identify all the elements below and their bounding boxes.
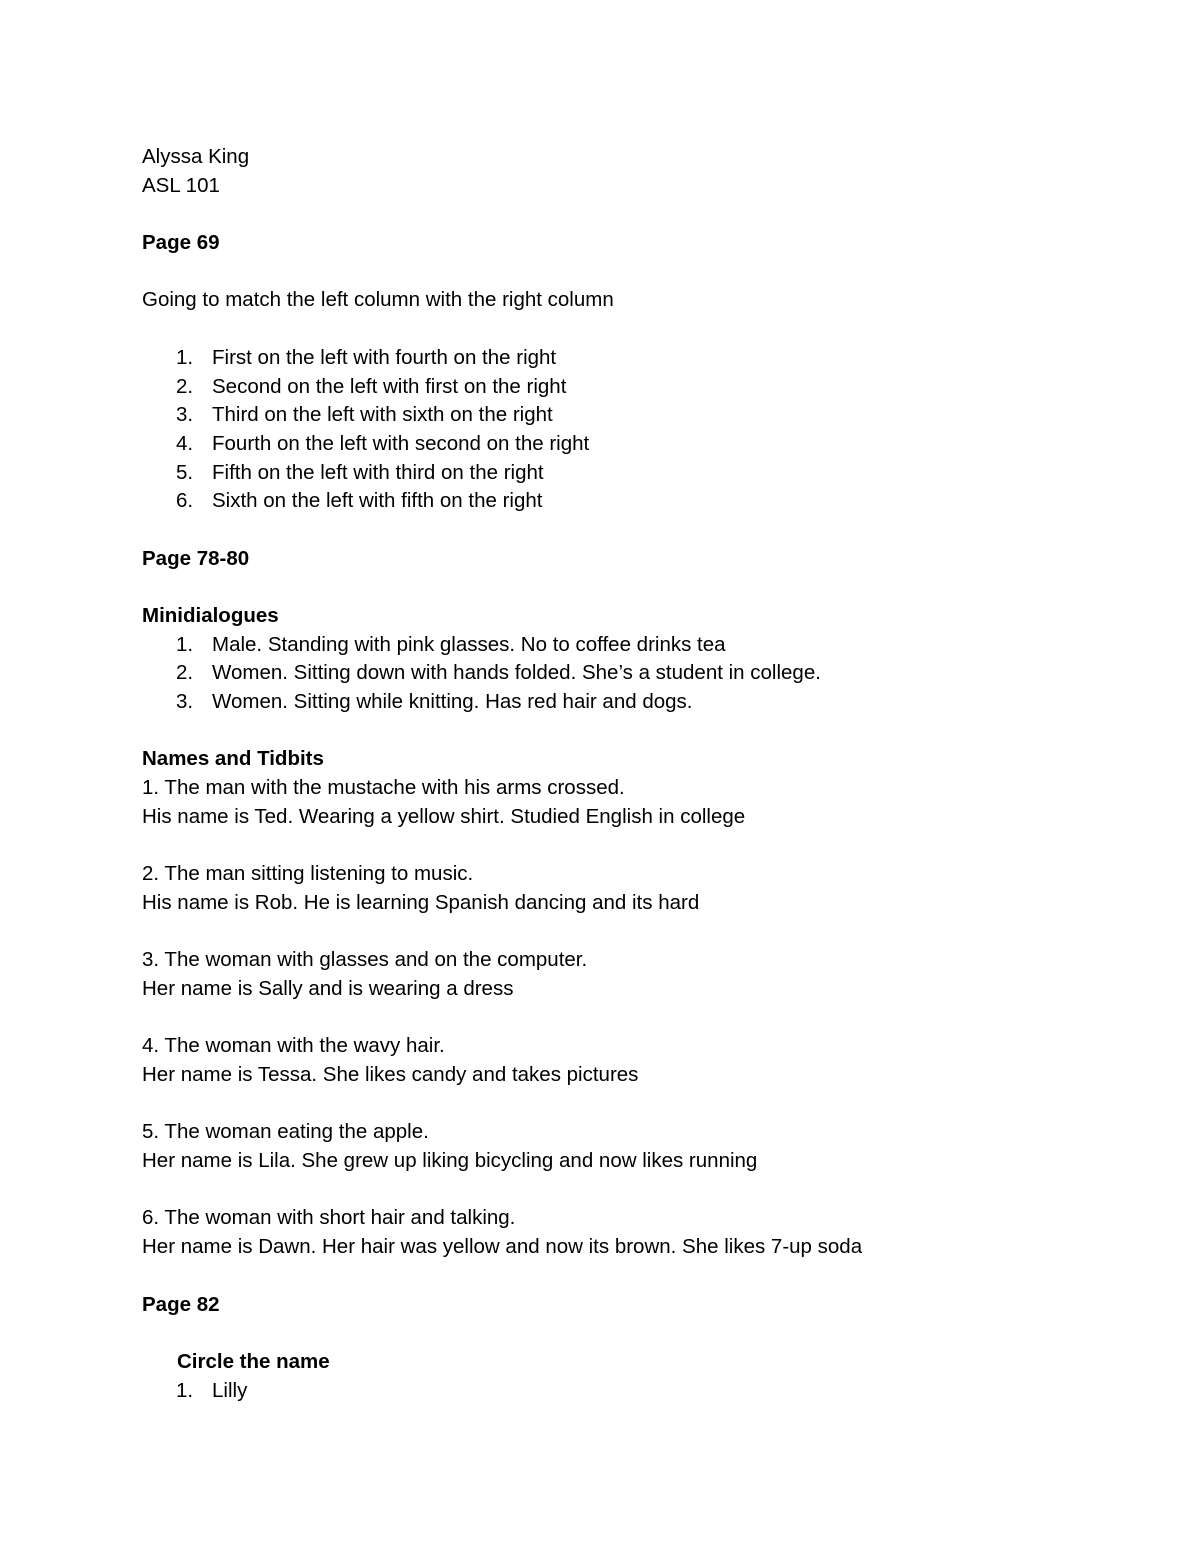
list-item (142, 631, 1102, 660)
circle-name-list (142, 1377, 1102, 1406)
course-name: ASL 101 (142, 173, 220, 197)
document-page (142, 143, 1102, 1405)
section-heading-page-69: Page 69 (142, 231, 220, 255)
list-number: 1. (176, 1378, 194, 1402)
list-number: 4. (176, 431, 194, 455)
list-number: 6. (176, 489, 194, 513)
list-number: 3. (176, 403, 194, 427)
entry-line: 5. The woman eating the apple. (142, 1120, 429, 1144)
list-text: Second on the left with first on the right (212, 374, 567, 398)
list-item (142, 430, 1102, 459)
entry-line: Her name is Lila. She grew up liking bicycling and now likes running (142, 1149, 758, 1173)
list-text: Women. Sitting down with hands folded. She’s a student in college. (212, 661, 821, 685)
entry-line: 1. The man with the mustache with his arms crossed. (142, 776, 625, 800)
section-subheading-circle-the-name: Circle the name (177, 1349, 330, 1373)
author-name: Alyssa King (142, 145, 250, 168)
list-text: First on the left with fourth on the right (212, 345, 557, 369)
entry-line: 6. The woman with short hair and talking. (142, 1206, 516, 1230)
section-subheading-minidialogues: Minidialogues (142, 604, 279, 627)
list-item (142, 1377, 1102, 1406)
list-text: Fourth on the left with second on the right (212, 431, 590, 455)
list-number: 1. (176, 632, 194, 656)
list-number: 2. (176, 661, 194, 685)
entry-line: Her name is Dawn. Her hair was yellow and now its brown. She likes 7-up soda (142, 1235, 863, 1259)
list-text: Male. Standing with pink glasses. No to coffee drinks tea (212, 632, 726, 656)
list-item (142, 487, 1102, 516)
list-number: 2. (176, 374, 194, 398)
list-item (142, 459, 1102, 488)
entry-line: Her name is Sally and is wearing a dress (142, 976, 514, 1000)
section-heading-page-82: Page 82 (142, 1292, 220, 1316)
section-heading-names-and-tidbits: Names and Tidbits (142, 747, 324, 771)
entry-line: 3. The woman with glasses and on the computer. (142, 948, 588, 972)
list-number: 5. (176, 460, 194, 484)
list-item (142, 373, 1102, 402)
minidialogues-list (142, 631, 1102, 717)
entry-line: Her name is Tessa. She likes candy and takes pictures (142, 1063, 639, 1086)
entry-line: 2. The man sitting listening to music. (142, 862, 474, 886)
list-item (142, 401, 1102, 430)
list-item (142, 659, 1102, 688)
section-intro: Going to match the left column with the right column (142, 288, 614, 312)
entry-line: His name is Ted. Wearing a yellow shirt. Studied English in college (142, 804, 746, 828)
entry-line: 4. The woman with the wavy hair. (142, 1034, 445, 1058)
list-text: Women. Sitting while knitting. Has red hair and dogs. (212, 690, 693, 714)
entry-line: His name is Rob. He is learning Spanish dancing and its hard (142, 890, 700, 914)
list-number: 1. (176, 345, 194, 369)
list-text: Fifth on the left with third on the right (212, 460, 544, 484)
list-number: 3. (176, 690, 194, 714)
list-item (142, 344, 1102, 373)
list-text: Third on the left with sixth on the right (212, 403, 553, 427)
section-heading-page-78-80: Page 78-80 (142, 546, 250, 570)
list-item (142, 688, 1102, 717)
matching-list (142, 344, 1102, 516)
list-text: Sixth on the left with fifth on the right (212, 489, 543, 513)
list-text: Lilly (212, 1378, 248, 1402)
